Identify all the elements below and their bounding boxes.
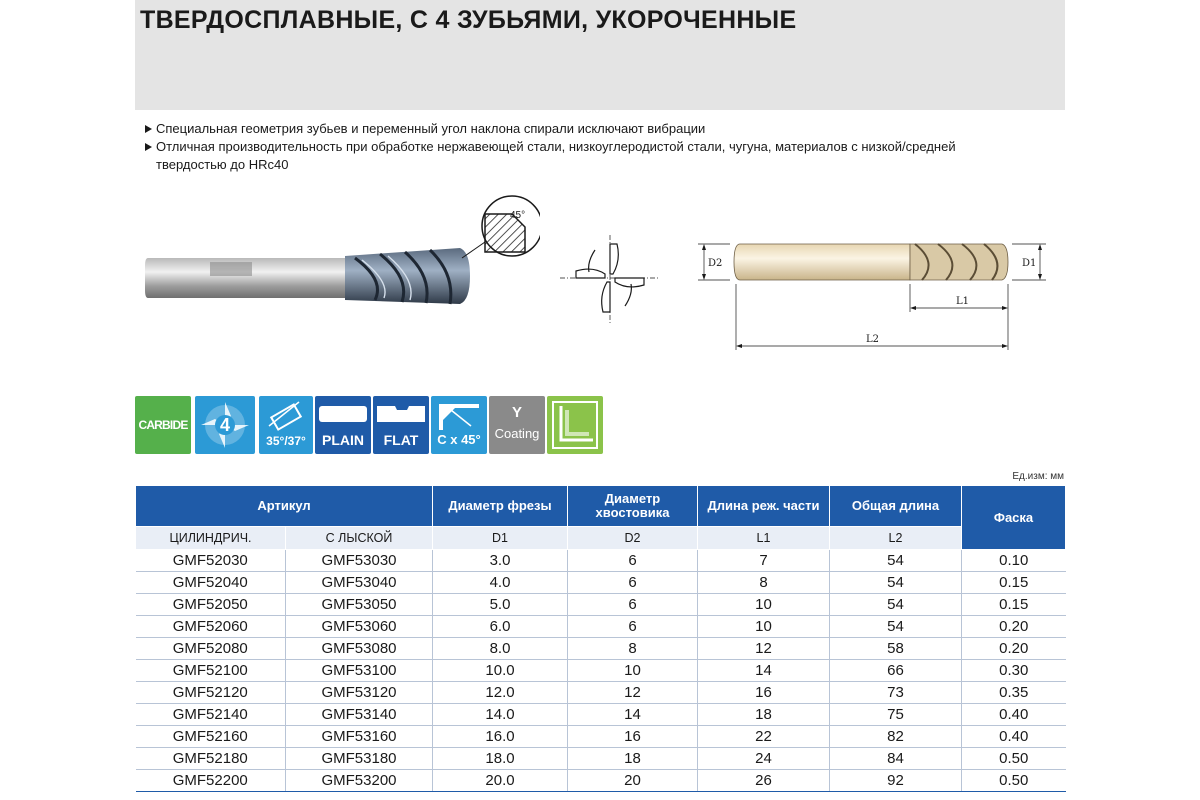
table-cell: 54 [830, 616, 962, 638]
table-cell: 58 [830, 638, 962, 660]
table-cell: GMF52040 [136, 572, 286, 594]
table-cell: 12.0 [433, 682, 568, 704]
table-cell: 92 [830, 770, 962, 792]
unit-note: Ед.изм: мм [1012, 471, 1064, 482]
table-cell: GMF52100 [136, 660, 286, 682]
dim-label-d1: D1 [1022, 258, 1037, 269]
subheader-d1: D1 [433, 527, 568, 550]
table-cell: 12 [568, 682, 698, 704]
table-cell: 8.0 [433, 638, 568, 660]
table-cell: 0.15 [962, 572, 1066, 594]
table-row [136, 594, 1066, 616]
table-cell: 18.0 [433, 748, 568, 770]
table-cell: 22 [698, 726, 830, 748]
table-row [136, 726, 1066, 748]
subheader-l2: L2 [830, 527, 962, 550]
table-cell: 8 [698, 572, 830, 594]
table-cell: 4.0 [433, 572, 568, 594]
table-cell: 0.20 [962, 616, 1066, 638]
table-cell: 16.0 [433, 726, 568, 748]
flat-shank-label: FLAT [383, 432, 419, 448]
table-row [136, 638, 1066, 660]
table-cell: GMF53060 [286, 616, 433, 638]
table-cell: 6 [568, 616, 698, 638]
table-cell: 0.20 [962, 638, 1066, 660]
table-cell: 7 [698, 550, 830, 572]
table-cell: 14 [698, 660, 830, 682]
table-cell: GMF53030 [286, 550, 433, 572]
table-cell: GMF53180 [286, 748, 433, 770]
table-cell: GMF52060 [136, 616, 286, 638]
table-cell: 0.10 [962, 550, 1066, 572]
table-row [136, 748, 1066, 770]
table-cell: GMF53120 [286, 682, 433, 704]
table-cell: GMF53160 [286, 726, 433, 748]
table-cell: GMF52080 [136, 638, 286, 660]
feature-list [142, 120, 1022, 174]
end-view-drawing [555, 230, 665, 330]
table-cell: 5.0 [433, 594, 568, 616]
table-row [136, 616, 1066, 638]
helix-angle-icon [259, 396, 313, 454]
dim-label-l2: L2 [866, 334, 880, 345]
header-article: Артикул [136, 486, 433, 527]
table-cell: 8 [568, 638, 698, 660]
square-end-icon [547, 396, 603, 454]
table-cell: 10 [698, 594, 830, 616]
table-cell: 84 [830, 748, 962, 770]
four-flute-icon [195, 396, 255, 454]
carbide-icon [135, 396, 191, 454]
table-cell: GMF52160 [136, 726, 286, 748]
table-cell: 6 [568, 572, 698, 594]
table-cell: 14.0 [433, 704, 568, 726]
table-cell: 54 [830, 550, 962, 572]
table-cell: 54 [830, 572, 962, 594]
table-cell: 0.50 [962, 770, 1066, 792]
flat-shank-icon [373, 396, 429, 454]
table-row [136, 572, 1066, 594]
plain-shank-label: PLAIN [322, 432, 364, 448]
table-cell: GMF53040 [286, 572, 433, 594]
table-cell: 0.35 [962, 682, 1066, 704]
table-row [136, 770, 1066, 792]
subheader-l1: L1 [698, 527, 830, 550]
subheader-flatted: С ЛЫСКОЙ [286, 527, 433, 550]
table-cell: 16 [568, 726, 698, 748]
table-cell: 20.0 [433, 770, 568, 792]
coating-icon [489, 396, 545, 454]
table-row [136, 682, 1066, 704]
table-cell: 75 [830, 704, 962, 726]
table-cell: GMF53050 [286, 594, 433, 616]
table-cell: 14 [568, 704, 698, 726]
table-cell: 10 [698, 616, 830, 638]
dimension-drawing [690, 230, 1050, 355]
subheader-d2: D2 [568, 527, 698, 550]
table-cell: 12 [698, 638, 830, 660]
table-cell: GMF52140 [136, 704, 286, 726]
table-cell: 26 [698, 770, 830, 792]
table-cell: 10 [568, 660, 698, 682]
table-cell: GMF53080 [286, 638, 433, 660]
subheader-cylindrical: ЦИЛИНДРИЧ. [136, 527, 286, 550]
table-cell: GMF52050 [136, 594, 286, 616]
page-title: ТВЕРДОСПЛАВНЫЕ, С 4 ЗУБЬЯМИ, УКОРОЧЕННЫЕ [140, 6, 797, 34]
table-cell: 6.0 [433, 616, 568, 638]
table-row [136, 660, 1066, 682]
table-cell: 18 [568, 748, 698, 770]
table-cell: 16 [698, 682, 830, 704]
table-cell: 82 [830, 726, 962, 748]
dim-label-l1: L1 [956, 296, 970, 307]
table-row [136, 550, 1066, 572]
table-cell: GMF52200 [136, 770, 286, 792]
table-cell: 0.40 [962, 726, 1066, 748]
table-cell: 10.0 [433, 660, 568, 682]
detail-angle-label: 45° [510, 210, 526, 221]
table-cell: 0.30 [962, 660, 1066, 682]
table-cell: 20 [568, 770, 698, 792]
header-total-length: Общая длина [830, 486, 962, 527]
chamfer-label: C x 45° [437, 432, 481, 447]
feature-item: Отличная производительность при обработке нержавеющей стали, низкоуглеродистой стали, чугуна, материалов с низкой/средней твердостью до HRc40 [142, 138, 1022, 174]
header-chamfer: Фаска [962, 486, 1066, 550]
table-cell: 66 [830, 660, 962, 682]
table-cell: GMF53140 [286, 704, 433, 726]
table-cell: GMF53100 [286, 660, 433, 682]
table-cell: 3.0 [433, 550, 568, 572]
plain-shank-icon [315, 396, 371, 454]
table-cell: 0.40 [962, 704, 1066, 726]
helix-angle-label: 35°/37° [266, 434, 306, 448]
table-cell: 54 [830, 594, 962, 616]
table-cell: GMF52030 [136, 550, 286, 572]
table-cell: 18 [698, 704, 830, 726]
end-mill-photo [140, 190, 540, 310]
table-cell: GMF52180 [136, 748, 286, 770]
chamfer-icon [431, 396, 487, 454]
feature-item: Специальная геометрия зубьев и переменный угол наклона спирали исключают вибрации [142, 120, 1022, 138]
header-cutter-diameter: Диаметр фрезы [433, 486, 568, 527]
table-cell: GMF53200 [286, 770, 433, 792]
table-cell: 0.15 [962, 594, 1066, 616]
table-cell: 6 [568, 594, 698, 616]
table-cell: 0.50 [962, 748, 1066, 770]
table-cell: 73 [830, 682, 962, 704]
carbide-label: CARBIDE [138, 418, 188, 432]
header-cutting-length: Длина реж. части [698, 486, 830, 527]
spec-table [135, 485, 1066, 792]
flute-count: 4 [219, 415, 231, 435]
table-cell: 6 [568, 550, 698, 572]
coating-label: Coating [494, 426, 540, 441]
table-cell: GMF52120 [136, 682, 286, 704]
table-row [136, 704, 1066, 726]
table-cell: 24 [698, 748, 830, 770]
header-shank-diameter: Диаметр хвостовика [568, 486, 698, 527]
coating-symbol: Y [511, 404, 522, 421]
dim-label-d2: D2 [708, 258, 723, 269]
